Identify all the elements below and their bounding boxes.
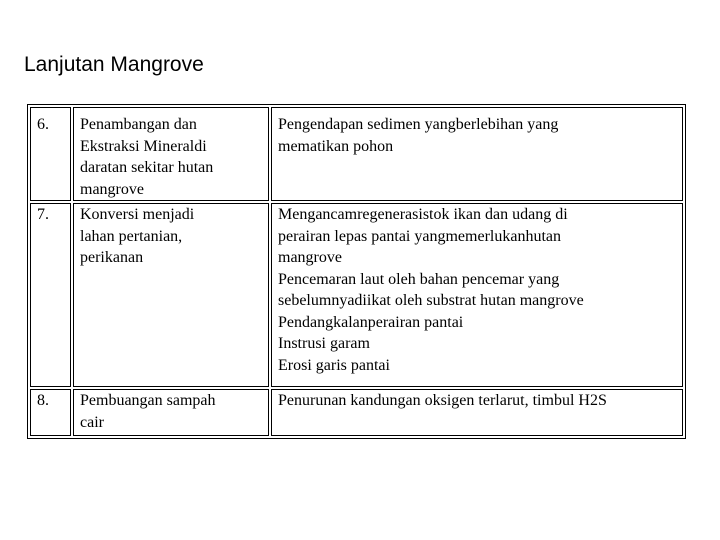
activity-line: mangrove — [80, 180, 144, 198]
activity-line: daratan sekitar hutan — [80, 159, 214, 176]
impact-line: mematikan pohon — [278, 137, 394, 155]
row-number-text: 7. — [37, 206, 49, 223]
impact-cell — [271, 389, 683, 436]
impact-line: Instrusi garam — [278, 335, 370, 352]
activity-line: Pembuangan sampah — [80, 392, 216, 409]
row-number — [30, 389, 71, 436]
impact-line: mangrove — [278, 249, 342, 266]
activity-line: perikanan — [80, 249, 144, 266]
row-number-text: 6. — [37, 116, 49, 133]
activity-cell — [73, 203, 269, 387]
impact-line: Erosi garis pantai — [278, 356, 390, 374]
impact-line: Mengancamregenerasistok ikan dan udang di — [278, 206, 568, 223]
activity-line: lahan pertanian, — [80, 227, 183, 245]
impact-line: Penurunan kandungan oksigen terlarut, timbul H2S — [278, 392, 607, 409]
activity-cell — [73, 389, 269, 436]
mangrove-impact-table — [27, 104, 686, 439]
activity-line: Penambangan dan — [80, 116, 197, 133]
row-number — [30, 203, 71, 387]
impact-line: sebelumnyadiikat oleh substrat hutan mangrove — [278, 292, 584, 309]
activity-cell — [73, 107, 269, 201]
activity-line: Konversi menjadi — [80, 206, 195, 223]
impact-line: Pengendapan sedimen yangberlebihan yang — [278, 116, 559, 133]
page-title: Lanjutan Mangrove — [24, 53, 204, 76]
impact-line: perairan lepas pantai yangmemerlukanhutan — [278, 227, 561, 245]
impact-line: Pendangkalanperairan pantai — [278, 313, 464, 331]
impact-cell — [271, 203, 683, 387]
activity-line: cair — [80, 413, 104, 431]
table-row — [30, 389, 683, 436]
impact-line: Pencemaran laut oleh bahan pencemar yang — [278, 270, 560, 288]
table-row — [30, 203, 683, 387]
row-number — [30, 107, 71, 201]
table-row — [30, 107, 683, 201]
impact-cell — [271, 107, 683, 201]
row-number-text: 8. — [37, 392, 49, 409]
activity-line: Ekstraksi Mineraldi — [80, 137, 207, 155]
